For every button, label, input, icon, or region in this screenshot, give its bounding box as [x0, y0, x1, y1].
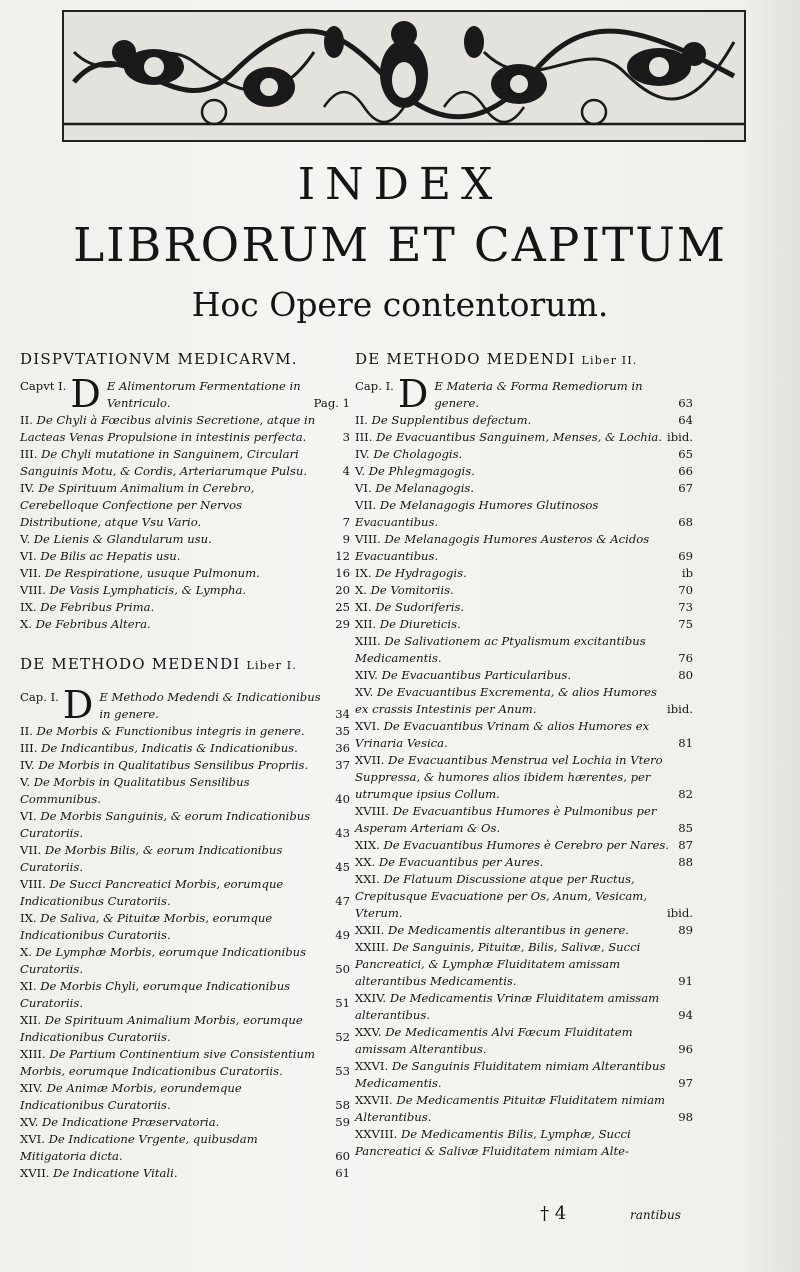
chapter-number: XV. [20, 1115, 39, 1129]
chapter-number: VI. [355, 481, 372, 495]
index-entry [355, 1058, 693, 1092]
index-entry [20, 757, 350, 774]
drop-capital: D [62, 683, 94, 727]
entry-title: De Indicatione Vrgente, quibusdam Mitigatoria dicta. [20, 1132, 258, 1163]
drop-capital: D [397, 372, 429, 416]
index-entry [20, 480, 350, 531]
index-entry [355, 372, 693, 416]
index-entry [355, 1092, 693, 1126]
chapter-number: IV. [355, 447, 370, 461]
chapter-number: XX. [355, 855, 376, 869]
chapter-number: XXVII. [355, 1093, 393, 1107]
index-entry [355, 752, 693, 803]
page-number: 36 [335, 741, 350, 755]
chapter-number: IX. [20, 600, 37, 614]
entry-title: De Melanagogis Humores Glutinosos Evacuantibus. [355, 498, 599, 529]
entry-title: De Sanguinis, Pituitæ, Bilis, Salivæ, Succi Pancreatici, & Lymphæ Fluiditatem amissam alterantibus Medicamentis. [355, 940, 641, 988]
index-entry [20, 531, 350, 548]
chapter-number: IX. [355, 566, 372, 580]
chapter-number: XI. [20, 979, 37, 993]
chapter-number: XXI. [355, 872, 380, 886]
chapter-number: XXIV. [355, 991, 387, 1005]
left-column [20, 350, 350, 1182]
page-number: 3 [342, 430, 350, 444]
page-number: 16 [335, 566, 350, 580]
index-entry [355, 990, 693, 1024]
page-number: 97 [678, 1076, 693, 1090]
page-number: 81 [678, 736, 693, 750]
heading-main: DE METHODO MEDENDI [355, 350, 576, 368]
index-entry [20, 1165, 350, 1182]
index-entry [20, 565, 350, 582]
page-number: 91 [678, 974, 693, 988]
page-number: Pag. 1 [313, 396, 350, 410]
page-number: 89 [678, 923, 693, 937]
chapter-number: V. [355, 464, 366, 478]
page-number: 66 [678, 464, 693, 478]
page-number: 20 [335, 583, 350, 597]
page-number: 70 [678, 583, 693, 597]
chapter-number: IV. [20, 758, 35, 772]
index-entry [355, 463, 693, 480]
chapter-number: XIII. [355, 634, 381, 648]
entry-title: De Evacuantibus Excrementa, & alios Humores ex crassis Intestinis per Anum. [355, 685, 657, 716]
page-number: 37 [335, 758, 350, 772]
title-subtitle: Hoc Opere contentorum. [191, 285, 609, 324]
entry-title: De Vomitoriis. [370, 583, 454, 597]
title-librorum: LIBRORUM ET CAPITUM [72, 218, 728, 273]
section-heading-liber-2 [355, 350, 693, 368]
index-entry [20, 740, 350, 757]
index-entry [355, 837, 693, 854]
chapter-number: IV. [20, 481, 35, 495]
page-number: ibid. [667, 430, 693, 444]
chapter-number: XIII. [20, 1047, 46, 1061]
chapter-number: XVI. [355, 719, 380, 733]
page-number: 67 [678, 481, 693, 495]
chapter-number: VIII. [355, 532, 381, 546]
chapter-number: XXV. [355, 1025, 382, 1039]
index-list-liber-2 [355, 372, 693, 1160]
chapter-number: VII. [20, 843, 42, 857]
entry-title: De Phlegmagogis. [368, 464, 475, 478]
chapter-number: XII. [355, 617, 377, 631]
index-entry [20, 1114, 350, 1131]
chapter-number: Cap. I. [355, 379, 394, 393]
page-number: 87 [678, 838, 693, 852]
index-entry [355, 871, 693, 922]
page-number: 85 [678, 821, 693, 835]
page-number: 73 [678, 600, 693, 614]
index-entry [355, 599, 693, 616]
index-entry [355, 429, 693, 446]
page-number: 51 [335, 996, 350, 1010]
page-number: 4 [342, 464, 350, 478]
headpiece-ornament-icon [64, 12, 744, 140]
page-number: 98 [678, 1110, 693, 1124]
entry-title: De Medicamentis Alvi Fæcum Fluiditatem amissam Alterantibus. [355, 1025, 633, 1056]
heading-small: Liber II. [581, 354, 638, 367]
page-number: 80 [678, 668, 693, 682]
entry-title: De Hydragogis. [375, 566, 467, 580]
index-entry [355, 497, 693, 531]
page-number: 49 [335, 928, 350, 942]
index-entry [20, 842, 350, 876]
page-number: 45 [335, 860, 350, 874]
chapter-number: XVI. [20, 1132, 45, 1146]
page-number: 63 [678, 396, 693, 410]
entry-title: De Spirituum Animalium Morbis, eorumque Indicationibus Curatoriis. [20, 1013, 303, 1044]
entry-title: De Flatuum Discussione atque per Ructus, Crepitusque Evacuatione per Os, Anum, Vesicam, Vterum. [355, 872, 647, 920]
chapter-number: VIII. [20, 583, 46, 597]
index-entry [20, 446, 350, 480]
page-number: ib [681, 566, 693, 580]
right-column [355, 350, 693, 1160]
chapter-number: Cap. I. [20, 690, 59, 704]
chapter-number: VII. [20, 566, 42, 580]
page-number: 60 [335, 1149, 350, 1163]
entry-title: De Morbis & Functionibus integris in genere. [36, 724, 305, 738]
chapter-number: III. [20, 447, 38, 461]
chapter-number: VI. [20, 809, 37, 823]
index-entry [20, 876, 350, 910]
chapter-number: X. [20, 617, 32, 631]
page-number: 76 [678, 651, 693, 665]
index-entry [355, 667, 693, 684]
index-list-liber-1 [20, 683, 350, 1182]
entry-title: De Melanagogis Humores Austeros & Acidos Evacuantibus. [355, 532, 650, 563]
index-entry [355, 1126, 693, 1160]
entry-title: De Respiratione, usuque Pulmonum. [44, 566, 260, 580]
index-entry [20, 910, 350, 944]
chapter-number: VIII. [20, 877, 46, 891]
index-entry [355, 565, 693, 582]
page-number: 58 [335, 1098, 350, 1112]
entry-title: De Melanagogis. [375, 481, 475, 495]
title-index: INDEX [297, 159, 503, 210]
entry-title: De Morbis Bilis, & eorum Indicationibus Curatoriis. [20, 843, 283, 874]
entry-title: De Evacuantibus Humores è Cerebro per Nares. [383, 838, 669, 852]
entry-title: De Evacuantibus per Aures. [378, 855, 544, 869]
chapter-number: IX. [20, 911, 37, 925]
page-number: 96 [678, 1042, 693, 1056]
index-entry [20, 808, 350, 842]
chapter-number: III. [355, 430, 373, 444]
heading-small: Liber I. [246, 659, 298, 672]
index-entry [20, 683, 350, 727]
signature-mark: † 4 [540, 1203, 567, 1224]
chapter-number: X. [355, 583, 367, 597]
index-entry [20, 774, 350, 808]
entry-title: De Medicamentis alterantibus in genere. [388, 923, 629, 937]
page-number: 59 [335, 1115, 350, 1129]
index-entry [355, 939, 693, 990]
chapter-number: II. [20, 724, 33, 738]
chapter-number: V. [20, 532, 31, 546]
chapter-number: XXII. [355, 923, 385, 937]
entry-title: De Sanguinis Fluiditatem nimiam Alterantibus Medicamentis. [355, 1059, 666, 1090]
index-entry [20, 1046, 350, 1080]
chapter-number: III. [20, 741, 38, 755]
page-number: 12 [335, 549, 350, 563]
page-number: 40 [335, 792, 350, 806]
entry-title: De Evacuantibus Vrinam & alios Humores ex Vrinaria Vesica. [355, 719, 650, 750]
index-entry [355, 412, 693, 429]
entry-title: De Sudoriferis. [375, 600, 465, 614]
entry-title: De Morbis in Qualitatibus Sensilibus Communibus. [20, 775, 250, 806]
entry-title: De Medicamentis Bilis, Lymphæ, Succi Pancreatici & Salivæ Fluiditatem nimiam Alte- [355, 1127, 631, 1158]
entry-title: De Supplentibus defectum. [371, 413, 532, 427]
index-entry [355, 718, 693, 752]
index-list-disputationum [20, 372, 350, 633]
page-number: 75 [678, 617, 693, 631]
page-number: ibid. [667, 906, 693, 920]
chapter-number: Capvt I. [20, 379, 67, 393]
entry-title: De Medicamentis Vrinæ Fluiditatem amissam alterantibus. [355, 991, 660, 1022]
entry-title: E Materia & Forma Remediorum in genere. [434, 379, 643, 410]
chapter-number: XIV. [355, 668, 378, 682]
index-entry [355, 684, 693, 718]
page-number: 47 [335, 894, 350, 908]
page-number: ibid. [667, 702, 693, 716]
entry-title: De Salivationem ac Ptyalismum excitantibus Medicamentis. [355, 634, 646, 665]
entry-title: De Succi Pancreatici Morbis, eorumque Indicationibus Curatoriis. [20, 877, 284, 908]
index-entry [20, 582, 350, 599]
index-entry [355, 803, 693, 837]
entry-title: De Morbis in Qualitatibus Sensilibus Propriis. [38, 758, 309, 772]
entry-title: De Indicatione Præservatoria. [41, 1115, 220, 1129]
section-heading-liber-1 [20, 655, 350, 673]
entry-title: De Spirituum Animalium in Cerebro, Cerebelloque Confectione per Nervos Distributione, atque Vsu Vario. [20, 481, 255, 529]
heading-main: DE METHODO MEDENDI [20, 655, 241, 673]
entry-title: De Morbis Chyli, eorumque Indicationibus Curatoriis. [20, 979, 291, 1010]
page-number: 35 [335, 724, 350, 738]
entry-title: De Partium Continentium sive Consistentium Morbis, eorumque Indicationibus Curatoriis. [20, 1047, 315, 1078]
entry-title: E Alimentorum Fermentatione in Ventriculo. [106, 379, 301, 410]
index-entry [355, 616, 693, 633]
index-entry [20, 616, 350, 633]
entry-title: De Evacuantibus Humores è Pulmonibus per Asperam Arteriam & Os. [355, 804, 657, 835]
entry-title: De Chyli à Fœcibus alvinis Secretione, atque in Lacteas Venas Propulsione in intestinis perfecta. [20, 413, 316, 444]
chapter-number: XV. [355, 685, 374, 699]
chapter-number: XXVIII. [355, 1127, 398, 1141]
entry-title: De Lienis & Glandularum usu. [33, 532, 212, 546]
page-number: 68 [678, 515, 693, 529]
index-entry [355, 480, 693, 497]
index-entry [20, 723, 350, 740]
chapter-number: XI. [355, 600, 372, 614]
page-number: 53 [335, 1064, 350, 1078]
index-entry [355, 531, 693, 565]
page-edge-shadow [740, 0, 800, 1272]
page-number: 25 [335, 600, 350, 614]
entry-title: De Evacuantibus Sanguinem, Menses, & Lochia. [376, 430, 663, 444]
chapter-number: XIV. [20, 1081, 43, 1095]
index-entry [20, 1012, 350, 1046]
entry-title: De Medicamentis Pituitæ Fluiditatem nimiam Alterantibus. [355, 1093, 666, 1124]
entry-title: De Evacuantibus Particularibus. [381, 668, 572, 682]
index-entry [20, 944, 350, 978]
entry-title: De Morbis Sanguinis, & eorum Indicationibus Curatoriis. [20, 809, 311, 840]
page-number: 50 [335, 962, 350, 976]
index-entry [355, 582, 693, 599]
entry-title: De Febribus Prima. [40, 600, 155, 614]
chapter-number: XVII. [20, 1166, 50, 1180]
entry-title: De Lymphæ Morbis, eorumque Indicationibus Curatoriis. [20, 945, 307, 976]
chapter-number: II. [355, 413, 368, 427]
index-entry [355, 633, 693, 667]
page-number: 64 [678, 413, 693, 427]
chapter-number: XVII. [355, 753, 385, 767]
page-number: 61 [335, 1166, 350, 1180]
entry-title: De Saliva, & Pituitæ Morbis, eorumque Indicationibus Curatoriis. [20, 911, 273, 942]
page-number: 34 [335, 707, 350, 721]
index-entry [20, 1131, 350, 1165]
entry-title: De Diureticis. [379, 617, 461, 631]
entry-title: De Vasis Lymphaticis, & Lympha. [49, 583, 247, 597]
chapter-number: XXIII. [355, 940, 389, 954]
page-number: 43 [335, 826, 350, 840]
index-entry [355, 446, 693, 463]
page-number: 94 [678, 1008, 693, 1022]
page-number: 88 [678, 855, 693, 869]
page-number: 9 [342, 532, 350, 546]
catchword: rantibus [630, 1208, 681, 1222]
page-number: 29 [335, 617, 350, 631]
index-entry [355, 922, 693, 939]
section-heading-disputationum: DISPVTATIONVM MEDICARVM. [20, 350, 298, 368]
chapter-number: XII. [20, 1013, 42, 1027]
index-entry [20, 372, 350, 416]
chapter-number: XIX. [355, 838, 380, 852]
entry-title: De Febribus Altera. [35, 617, 151, 631]
chapter-number: VII. [355, 498, 377, 512]
entry-title: De Indicatione Vitali. [53, 1166, 178, 1180]
index-entry [355, 854, 693, 871]
chapter-number: VI. [20, 549, 37, 563]
page-number: 52 [335, 1030, 350, 1044]
drop-capital: D [70, 372, 101, 416]
index-entry [20, 548, 350, 565]
index-entry [20, 1080, 350, 1114]
entry-title: De Animæ Morbis, eorundemque Indicationibus Curatoriis. [20, 1081, 242, 1112]
chapter-number: XVIII. [355, 804, 390, 818]
page-number: 82 [678, 787, 693, 801]
chapter-number: XXVI. [355, 1059, 389, 1073]
index-entry [20, 599, 350, 616]
entry-title: De Chyli mutatione in Sanguinem, Circulari Sanguinis Motu, & Cordis, Arteriarumque Pulsu. [20, 447, 308, 478]
entry-title: De Evacuantibus Menstrua vel Lochia in Vtero Suppressa, & humores alios ibidem hærentes, per utrumque ipsius Collum. [355, 753, 663, 801]
page-number: 65 [678, 447, 693, 461]
entry-title: De Cholagogis. [373, 447, 463, 461]
page-number: 69 [678, 549, 693, 563]
chapter-number: V. [20, 775, 31, 789]
entry-title: De Bilis ac Hepatis usu. [40, 549, 181, 563]
page-number: 7 [342, 515, 350, 529]
chapter-number: II. [20, 413, 33, 427]
index-entry [20, 412, 350, 446]
index-entry [355, 1024, 693, 1058]
woodcut-headpiece [62, 10, 746, 142]
chapter-number: X. [20, 945, 32, 959]
entry-title: E Methodo Medendi & Indicationibus in genere. [99, 690, 321, 721]
entry-title: De Indicantibus, Indicatis & Indicationibus. [41, 741, 298, 755]
index-entry [20, 978, 350, 1012]
